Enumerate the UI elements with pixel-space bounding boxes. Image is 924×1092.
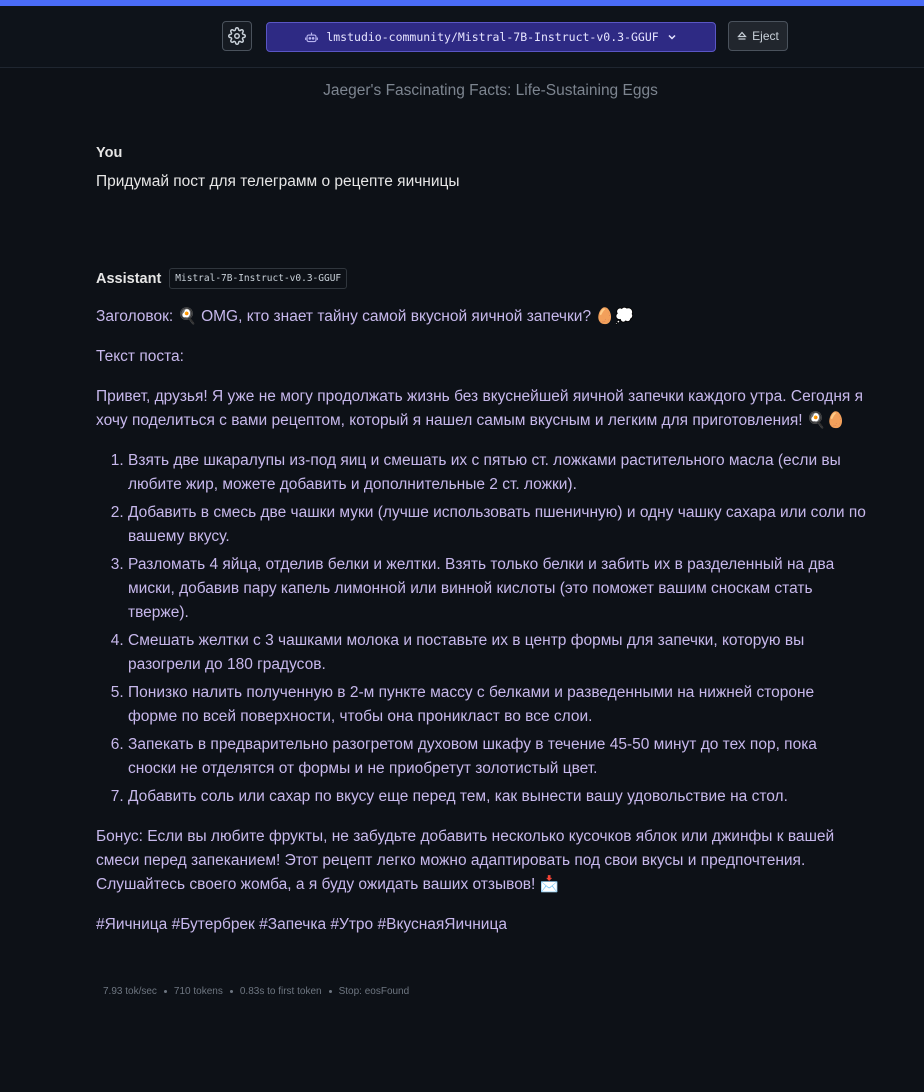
assistant-model-tag: Mistral-7B-Instruct-v0.3-GGUF: [169, 268, 347, 289]
user-message: Придумай пост для телеграмм о рецепте яичницы: [96, 173, 460, 190]
recipe-step: 7. Добавить соль или сахар по вкусу еще перед тем, как вынести вашу удовольствие на стол.: [128, 785, 866, 809]
recipe-step: 1. Взять две шкаралупы из-под яиц и смешать их с пятью ст. ложками растительного масла (если вы любите жир, можете добавить и дополнительные 2 ст. ложки).: [128, 449, 866, 497]
post-hashtags: #Яичница #Бутербрек #Запечка #Утро #ВкуснаяЯичница: [96, 916, 507, 933]
assistant-message: [96, 305, 866, 953]
generation-stats: [103, 986, 409, 997]
recipe-step: 5. Понизко налить полученную в 2-м пункте массу с белками и разведенными на нижней стороне форме по всей поверхности, чтобы она проникласт во все слои.: [128, 681, 866, 729]
eject-label: Eject: [752, 29, 779, 43]
recipe-step: 6. Запекать в предварительно разогретом духовом шкафу в течение 45-50 минут до тех пор, пока сноски не отделятся от формы и не приобретут золотистый цвет.: [128, 733, 866, 781]
post-label: Текст поста:: [96, 348, 184, 365]
settings-button[interactable]: [222, 21, 252, 51]
eject-icon: [737, 31, 747, 41]
chat-title: Jaeger's Fascinating Facts: Life-Sustaining Eggs: [323, 82, 658, 99]
recipe-step: 2. Добавить в смесь две чашки муки (лучше использовать пшеничную) и одну чашку сахара или соли по вашему вкусу.: [128, 501, 866, 549]
recipe-steps: [96, 449, 866, 809]
assistant-header: [96, 268, 347, 289]
post-bonus: Бонус: Если вы любите фрукты, не забудьте добавить несколько кусочков яблок или джинфы к вашей смеси перед запеканием! Этот рецепт легко можно адаптировать под свои вкусы и предпочтения. Слушайтесь своего жомба, а я буду ожидать ваших отзывов! 📩: [96, 828, 835, 893]
post-intro: Привет, друзья! Я уже не могу продолжать жизнь без вкуснейшей яичной запечки каждого утра. Сегодня я хочу поделиться с вами рецептом, который я нашел самым вкусным и легким для приготовления! 🍳🥚: [96, 388, 863, 429]
separator-dot: [230, 990, 233, 993]
stat-speed: 7.93 tok/sec: [103, 986, 157, 997]
robot-icon: [305, 31, 318, 44]
stat-first-token: 0.83s to first token: [239, 986, 322, 997]
model-selector-label: lmstudio-community/Mistral-7B-Instruct-v0.3-GGUF: [326, 30, 659, 44]
gear-icon: [228, 27, 246, 45]
eject-button[interactable]: [728, 21, 788, 51]
user-role-label: You: [96, 145, 123, 161]
chevron-down-icon: [667, 32, 677, 42]
recipe-step: 4. Смешать желтки с 3 чашками молока и поставьте их в центр формы для запечки, которую вы разогрели до 180 градусов.: [128, 629, 866, 677]
recipe-step: 3. Разломать 4 яйца, отделив белки и желтки. Взять только белки и забить их в разделенный на два миски, добавив пару капель лимонной или винной кислоты (это поможет вашим сноскам стать тверже).: [128, 553, 866, 625]
stat-stop-reason: Stop: eosFound: [338, 986, 410, 997]
separator-dot: [164, 990, 167, 993]
assistant-role-label: Assistant: [96, 270, 162, 287]
user-message-block: [96, 145, 866, 192]
top-toolbar: [0, 6, 924, 68]
stat-tokens: 710 tokens: [173, 986, 223, 997]
post-heading: Заголовок: 🍳 OMG, кто знает тайну самой вкусной яичной запечки? 🥚💭: [96, 308, 634, 325]
model-selector-button[interactable]: [266, 22, 716, 52]
separator-dot: [329, 990, 332, 993]
